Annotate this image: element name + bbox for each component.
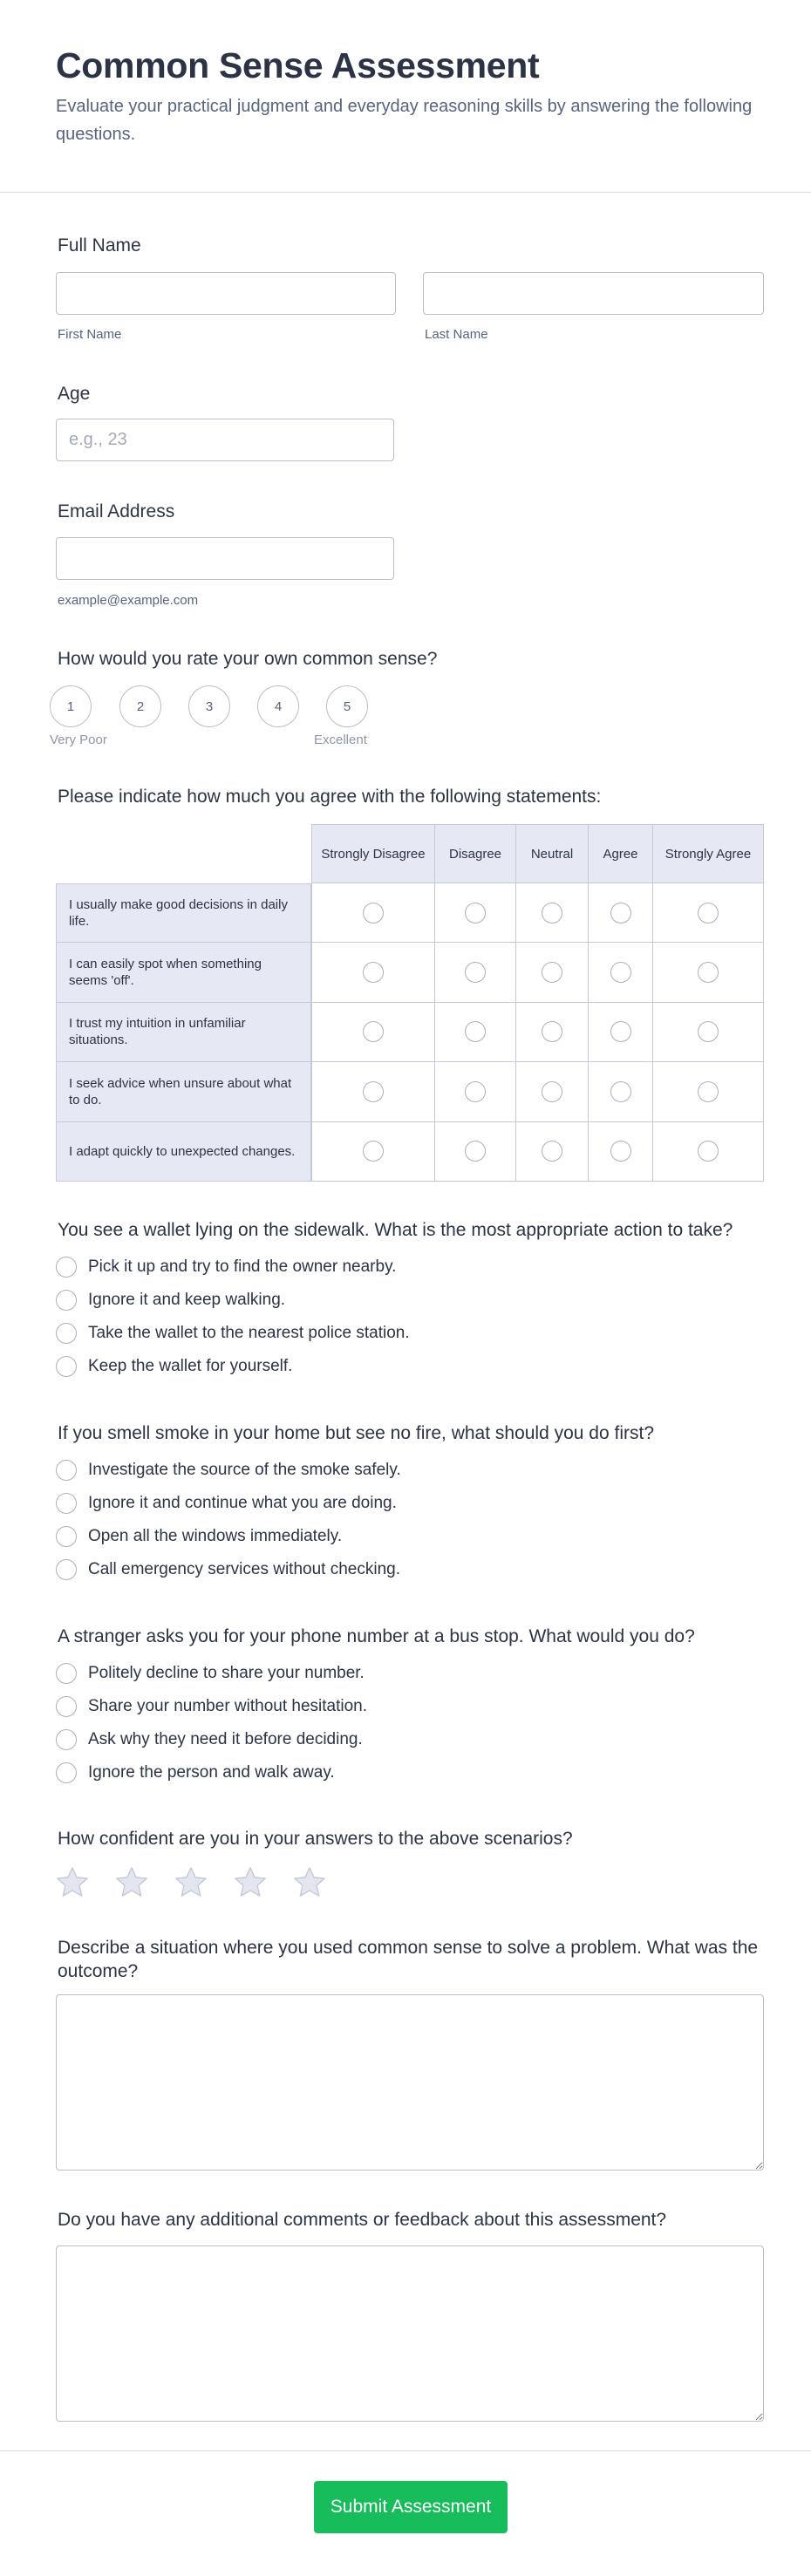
scale-option-2[interactable]: 2 [119, 685, 161, 727]
smoke-option-1[interactable] [56, 1458, 401, 1482]
matrix-radio-agree[interactable] [610, 962, 631, 983]
situation-label: Describe a situation where you used common sense to solve a problem. What was the outcome? [58, 1938, 759, 1981]
matrix-cell [435, 943, 516, 1002]
matrix-column-disagree: Disagree [435, 824, 516, 883]
star-icon[interactable] [173, 1864, 209, 1901]
scale-option-1[interactable]: 1 [50, 685, 92, 727]
scale-high-caption: Excellent [314, 733, 367, 747]
radio-button[interactable] [56, 1257, 77, 1278]
star-icon[interactable] [54, 1864, 91, 1901]
stranger-question-label: A stranger asks you for your phone number at a bus stop. What would you do? [58, 1626, 695, 1646]
matrix-cell [311, 883, 435, 943]
radio-button[interactable] [56, 1356, 77, 1377]
matrix-radio-neutral[interactable] [542, 1141, 562, 1162]
option-label: Ignore it and keep walking. [88, 1291, 286, 1309]
matrix-radio-agree[interactable] [610, 1021, 631, 1042]
option-label: Pick it up and try to find the owner nearby. [88, 1257, 397, 1276]
form-subtitle: Evaluate your practical judgment and everyday reasoning skills by answering the following questions. [56, 97, 753, 144]
first-name-caption: First Name [58, 327, 122, 342]
matrix-radio-strongly-agree[interactable] [698, 962, 719, 983]
submit-button[interactable]: Submit Assessment [314, 2481, 508, 2533]
matrix-radio-agree[interactable] [610, 1141, 631, 1162]
agreement-matrix [56, 824, 764, 1182]
matrix-cell [589, 1122, 653, 1182]
stranger-option-1[interactable] [56, 1661, 365, 1686]
matrix-cell [516, 1003, 589, 1062]
matrix-radio-agree[interactable] [610, 1081, 631, 1102]
situation-textarea[interactable] [56, 1994, 764, 2171]
matrix-radio-disagree[interactable] [465, 903, 486, 923]
scale-option-4[interactable]: 4 [257, 685, 299, 727]
matrix-radio-agree[interactable] [610, 903, 631, 923]
matrix-row-label: I usually make good decisions in daily life. [56, 883, 311, 943]
wallet-question-label: You see a wallet lying on the sidewalk. What is the most appropriate action to take? [58, 1220, 733, 1240]
matrix-row-label: I trust my intuition in unfamiliar situations. [56, 1003, 311, 1062]
option-label: Politely decline to share your number. [88, 1664, 365, 1682]
matrix-cell [516, 1122, 589, 1182]
matrix-cell [311, 1122, 435, 1182]
matrix-radio-strongly-disagree[interactable] [363, 1021, 384, 1042]
matrix-cell [311, 1062, 435, 1121]
star-icon[interactable] [291, 1864, 328, 1901]
smoke-question-label: If you smell smoke in your home but see no fire, what should you do first? [58, 1423, 655, 1443]
form-header [0, 0, 811, 193]
email-input[interactable] [56, 537, 394, 580]
scale-option-5[interactable]: 5 [326, 685, 368, 727]
star-icon[interactable] [232, 1864, 269, 1901]
matrix-radio-strongly-agree[interactable] [698, 903, 719, 923]
matrix-cell [435, 883, 516, 943]
radio-button[interactable] [56, 1526, 77, 1547]
wallet-option-2[interactable] [56, 1288, 285, 1312]
email-label: Email Address [58, 501, 175, 521]
matrix-radio-disagree[interactable] [465, 962, 486, 983]
radio-button[interactable] [56, 1460, 77, 1481]
matrix-label: Please indicate how much you agree with the following statements: [58, 787, 602, 807]
matrix-cell [589, 1062, 653, 1121]
matrix-radio-strongly-agree[interactable] [698, 1081, 719, 1102]
radio-button[interactable] [56, 1493, 77, 1514]
matrix-radio-strongly-disagree[interactable] [363, 1141, 384, 1162]
matrix-cell [653, 883, 764, 943]
matrix-radio-strongly-disagree[interactable] [363, 1081, 384, 1102]
matrix-column-neutral: Neutral [516, 824, 589, 883]
matrix-cell [516, 1062, 589, 1121]
matrix-cell [435, 1122, 516, 1182]
full-name-label: Full Name [58, 235, 141, 256]
form-title: Common Sense Assessment [56, 45, 540, 85]
matrix-cell [435, 1062, 516, 1121]
matrix-radio-disagree[interactable] [465, 1021, 486, 1042]
option-label: Share your number without hesitation. [88, 1697, 368, 1715]
comments-textarea[interactable] [56, 2245, 764, 2422]
age-label: Age [58, 384, 91, 404]
matrix-radio-strongly-agree[interactable] [698, 1141, 719, 1162]
matrix-cell [516, 943, 589, 1002]
option-label: Investigate the source of the smoke safely. [88, 1461, 401, 1479]
matrix-column-strongly-agree: Strongly Agree [653, 824, 764, 883]
matrix-cell [653, 943, 764, 1002]
smoke-option-4[interactable] [56, 1557, 400, 1582]
option-label: Keep the wallet for yourself. [88, 1357, 293, 1375]
comments-label: Do you have any additional comments or feedback about this assessment? [58, 2210, 667, 2230]
radio-button[interactable] [56, 1663, 77, 1684]
matrix-cell [653, 1122, 764, 1182]
matrix-cell [516, 883, 589, 943]
matrix-column-agree: Agree [589, 824, 653, 883]
matrix-radio-neutral[interactable] [542, 962, 562, 983]
option-label: Call emergency services without checking. [88, 1560, 400, 1578]
radio-button[interactable] [56, 1323, 77, 1344]
matrix-radio-strongly-agree[interactable] [698, 1021, 719, 1042]
matrix-column-strongly-disagree: Strongly Disagree [311, 824, 435, 883]
radio-button[interactable] [56, 1696, 77, 1717]
matrix-cell [589, 883, 653, 943]
option-label: Ask why they need it before deciding. [88, 1730, 363, 1748]
wallet-option-4[interactable] [56, 1354, 292, 1379]
matrix-radio-strongly-disagree[interactable] [363, 903, 384, 923]
radio-button[interactable] [56, 1762, 77, 1783]
smoke-option-2[interactable] [56, 1491, 397, 1516]
stranger-option-4[interactable] [56, 1761, 335, 1785]
option-label: Ignore the person and walk away. [88, 1763, 335, 1782]
age-input[interactable] [56, 419, 394, 461]
matrix-row-label: I can easily spot when something seems 'off'. [56, 943, 311, 1002]
option-label: Ignore it and continue what you are doing. [88, 1494, 397, 1512]
radio-button[interactable] [56, 1290, 77, 1311]
smoke-option-3[interactable] [56, 1524, 342, 1549]
scale-option-3[interactable]: 3 [188, 685, 230, 727]
matrix-radio-strongly-disagree[interactable] [363, 962, 384, 983]
stranger-option-3[interactable] [56, 1728, 363, 1752]
radio-button[interactable] [56, 1729, 77, 1750]
matrix-cell [589, 1003, 653, 1062]
matrix-row-label: I seek advice when unsure about what to do. [56, 1062, 311, 1121]
scale-low-caption: Very Poor [50, 733, 107, 747]
option-label: Take the wallet to the nearest police station. [88, 1324, 410, 1342]
stranger-option-2[interactable] [56, 1694, 367, 1719]
matrix-radio-disagree[interactable] [465, 1141, 486, 1162]
matrix-cell [653, 1003, 764, 1062]
radio-button[interactable] [56, 1559, 77, 1580]
star-icon[interactable] [113, 1864, 150, 1901]
matrix-cell [311, 1003, 435, 1062]
matrix-cell [435, 1003, 516, 1062]
matrix-cell [653, 1062, 764, 1121]
matrix-radio-neutral[interactable] [542, 1081, 562, 1102]
wallet-option-1[interactable] [56, 1255, 396, 1279]
matrix-cell [589, 943, 653, 1002]
matrix-radio-neutral[interactable] [542, 1021, 562, 1042]
last-name-input[interactable] [423, 272, 764, 315]
confidence-label: How confident are you in your answers to the above scenarios? [58, 1829, 573, 1849]
last-name-caption: Last Name [425, 327, 488, 342]
matrix-radio-neutral[interactable] [542, 903, 562, 923]
matrix-radio-disagree[interactable] [465, 1081, 486, 1102]
wallet-option-3[interactable] [56, 1321, 410, 1346]
first-name-input[interactable] [56, 272, 396, 315]
self-rating-label: How would you rate your own common sense? [58, 649, 438, 669]
matrix-row-label: I adapt quickly to unexpected changes. [56, 1122, 311, 1182]
email-caption: example@example.com [58, 593, 199, 608]
option-label: Open all the windows immediately. [88, 1527, 343, 1545]
matrix-cell [311, 943, 435, 1002]
